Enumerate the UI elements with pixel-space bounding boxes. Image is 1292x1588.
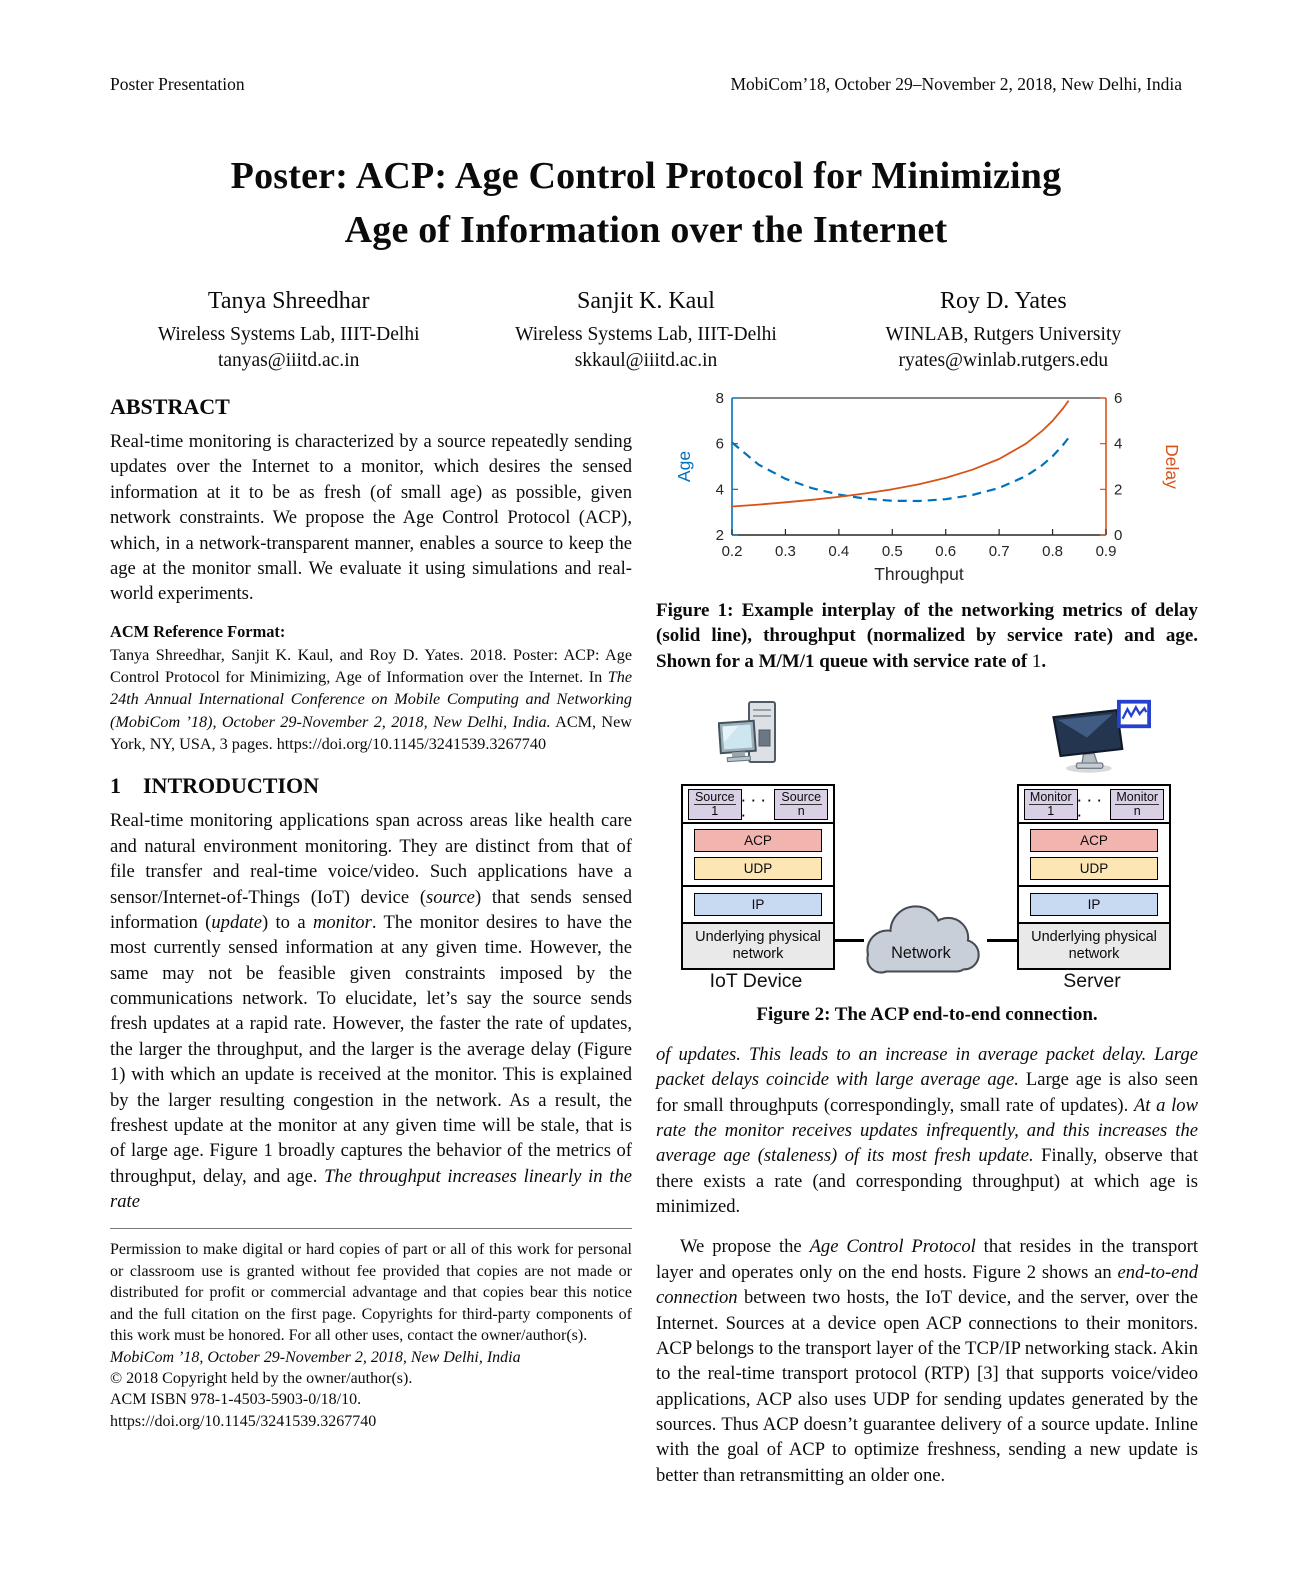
svg-text:6: 6 (715, 435, 724, 453)
body-paragraph-2: We propose the Age Control Protocol that resides in the transport layer and operates only on the end hosts. Figure 2 shows an end-to-end connection between two hosts, the IoT device, and the server, over the Internet. Sources at a device open ACP connections to their monitors. ACP belongs to the transport layer of the TCP/IP networking stack. Akin to the real-time transport protocol (RTP) [3] that supports voice/video applications, ACP also uses UDP for sending updates generated by the sources. Thus ACP doesn’t guarantee delivery of a source update. Inline with the goal of ACP to optimize freshness, sending a new update is better than retransmitting an older one. (656, 1236, 1199, 1486)
left-column (110, 394, 632, 1432)
figure1-caption: Figure 1: Example interplay of the networking metrics of delay (solid line), throughput (normalized by service rate) and age. Shown for a M/M/1 queue with service rate of 1. (656, 600, 1198, 672)
author-2 (467, 288, 824, 373)
monitor-1-box: Monitor 1 (1024, 789, 1078, 820)
author-email: ryates@winlab.rutgers.edu (898, 349, 1109, 371)
ip-layer: IP (694, 893, 822, 916)
figure1-chart (656, 386, 1198, 584)
acp-layer: ACP (1030, 829, 1158, 852)
transport-section (683, 822, 833, 885)
paper-title-line2: Age of Information over the Internet (344, 208, 948, 251)
svg-text:0.3: 0.3 (774, 543, 796, 560)
physical-layer: Underlying physical network (683, 922, 833, 968)
author-affiliation: Wireless Systems Lab, IIIT-Delhi (515, 324, 777, 345)
computer-icon (718, 700, 782, 780)
acm-ref-heading: ACM Reference Format: (110, 621, 286, 641)
svg-text:0.4: 0.4 (828, 543, 850, 560)
svg-text:0.5: 0.5 (881, 543, 903, 560)
paper-title-line1: Poster: ACP: Age Control Protocol for Minimizing (230, 155, 1062, 197)
iot-protocol-stack (681, 784, 835, 970)
figure1-chart-svg (656, 386, 1198, 584)
doi-link[interactable]: https://doi.org/10.1145/3241539.3267740 (110, 1412, 377, 1430)
author-name: Sanjit K. Kaul (576, 288, 715, 314)
acp-layer: ACP (694, 829, 822, 852)
section-title: INTRODUCTION (143, 773, 320, 799)
abstract-heading: ABSTRACT (110, 394, 230, 419)
footnote-permission: Permission to make digital or hard copies of part or all of this work for personal or classroom use is granted without fee provided that copies are not made or distributed for profit or commercial advantage and that copies bear this notice and the full citation on the first page. Copyrights for third-party components of this work must be honored. For all other uses, contact the owner/author(s). (110, 1241, 632, 1345)
svg-text:0.2: 0.2 (721, 543, 743, 560)
author-email: tanyas@iiitd.ac.in (217, 349, 360, 371)
source-n-box: Source n (774, 789, 828, 820)
right-column (656, 386, 1198, 1503)
author-name: Roy D. Yates (939, 288, 1067, 314)
author-name: Tanya Shreedhar (207, 288, 370, 314)
svg-text:Throughput: Throughput (874, 564, 964, 584)
svg-text:4: 4 (715, 481, 724, 499)
svg-text:2: 2 (715, 527, 724, 544)
running-header (110, 74, 1182, 95)
svg-text:Delay: Delay (1162, 444, 1182, 489)
svg-text:0: 0 (1114, 527, 1123, 544)
footnote-copyright: © 2018 Copyright held by the owner/author(s). (110, 1370, 413, 1388)
monitors-row (1019, 786, 1169, 822)
svg-text:8: 8 (715, 390, 724, 407)
author-affiliation: Wireless Systems Lab, IIIT-Delhi (157, 324, 420, 345)
footnote-block (110, 1239, 632, 1432)
monitor-icon (1050, 708, 1124, 774)
udp-layer: UDP (694, 857, 822, 880)
ellipsis-dots: · · · · (741, 793, 767, 824)
sources-row (683, 786, 833, 822)
acm-ref-text: Tanya Shreedhar, Sanjit K. Kaul, and Roy D. Yates. 2018. Poster: ACP: Age Control Protocol for Minimizing, Age of Information over the Internet. In The 24th Annual International Conference on Mobile Computing and Networking (MobiCom ’18), October 29-November 2, 2018, New Delhi, India. ACM, New York, NY, USA, 3 pages. https://doi.org/10.1145/3241539.3267740 (110, 645, 632, 754)
svg-text:4: 4 (1114, 435, 1123, 453)
introduction-heading (110, 773, 632, 799)
svg-text:0.7: 0.7 (988, 543, 1010, 560)
footnote-isbn: ACM ISBN 978-1-4503-5903-0/18/10. (110, 1391, 362, 1409)
author-1 (110, 288, 467, 373)
body-paragraph-1: of updates. This leads to an increase in average packet delay. Large packet delays coincide with large average age. Large age is also seen for small throughputs (correspondingly, small rate of updates). At a low rate the monitor receives updates infrequently, and this increases the average age (staleness) of its most fresh update. Finally, observe that there exists a rate (and corresponding throughput) at which age is minimized. (656, 1043, 1199, 1218)
ip-layer: IP (1030, 893, 1158, 916)
author-3 (825, 288, 1182, 373)
link-line-right (987, 939, 1019, 941)
ellipsis-dots: · · · · (1077, 793, 1103, 824)
network-section (683, 885, 833, 922)
svg-text:0.9: 0.9 (1095, 543, 1117, 560)
transport-section (1019, 822, 1169, 885)
udp-layer: UDP (1030, 857, 1158, 880)
author-email: skkaul@iiitd.ac.in (574, 349, 718, 371)
svg-text:2: 2 (1114, 481, 1123, 499)
paper-title (0, 150, 1292, 258)
footnote-rule (110, 1228, 632, 1229)
running-header-left: Poster Presentation (110, 74, 245, 94)
figure2-caption: Figure 2: The ACP end-to-end connection. (756, 1004, 1098, 1026)
network-section (1019, 885, 1169, 922)
running-header-right: MobiCom’18, October 29–November 2, 2018, New Delhi, India (730, 74, 1182, 94)
author-block (110, 288, 1182, 373)
svg-text:0.8: 0.8 (1042, 543, 1064, 560)
svg-text:Age: Age (674, 450, 694, 483)
cloud-label: Network (891, 944, 951, 963)
svg-text:0.6: 0.6 (935, 543, 957, 560)
physical-layer: Underlying physical network (1019, 922, 1169, 968)
svg-text:6: 6 (1114, 390, 1123, 407)
introduction-paragraph: Real-time monitoring applications span across areas like health care and natural environment monitoring. They are distinct from that of file transfer and real-time voice/video. Such applications have a sensor/Internet-of-Things (IoT) device (source) that sends sensed information (update) to a monitor. The monitor desires to have the most currently sensed information at any given time. However, the same may not be feasible given constraints imposed by the communications network. To elucidate, let’s say the source sends fresh updates at a rapid rate. However, the faster the rate of updates, the larger the throughput, and the larger is the average delay (Figure 1) with which an update is received at the monitor. This is explained by the larger resulting congestion in the network. As a result, the freshest update at the monitor at any given time will be stale, that is of large age. Figure 1 broadly captures the behavior of the metrics of throughput, delay, and age. The throughput increases linearly in the rate (110, 810, 633, 1213)
section-number: 1 (110, 773, 121, 799)
footnote-venue: MobiCom ’18, October 29-November 2, 2018, New Delhi, India (110, 1348, 521, 1366)
server-label: Server (1063, 970, 1121, 993)
source-1-box: Source 1 (688, 789, 742, 820)
network-cloud (858, 898, 986, 982)
abstract-text: Real-time monitoring is characterized by a source repeatedly sending updates over the Internet to a monitor, which desires the sensed information at it to be as fresh (of small age) as possible, given network constraints. We propose the Age Control Protocol (ACP), which, in a network-transparent manner, enables a source to keep the age at the monitor small. We evaluate it using simulations and real-world experiments. (110, 431, 632, 605)
waveform-badge-icon (1117, 699, 1151, 729)
figure2-diagram (656, 694, 1198, 996)
server-protocol-stack (1017, 784, 1171, 970)
monitor-n-box: Monitor n (1110, 789, 1164, 820)
iot-device-label: IoT Device (709, 970, 803, 993)
author-affiliation: WINLAB, Rutgers University (885, 324, 1122, 345)
